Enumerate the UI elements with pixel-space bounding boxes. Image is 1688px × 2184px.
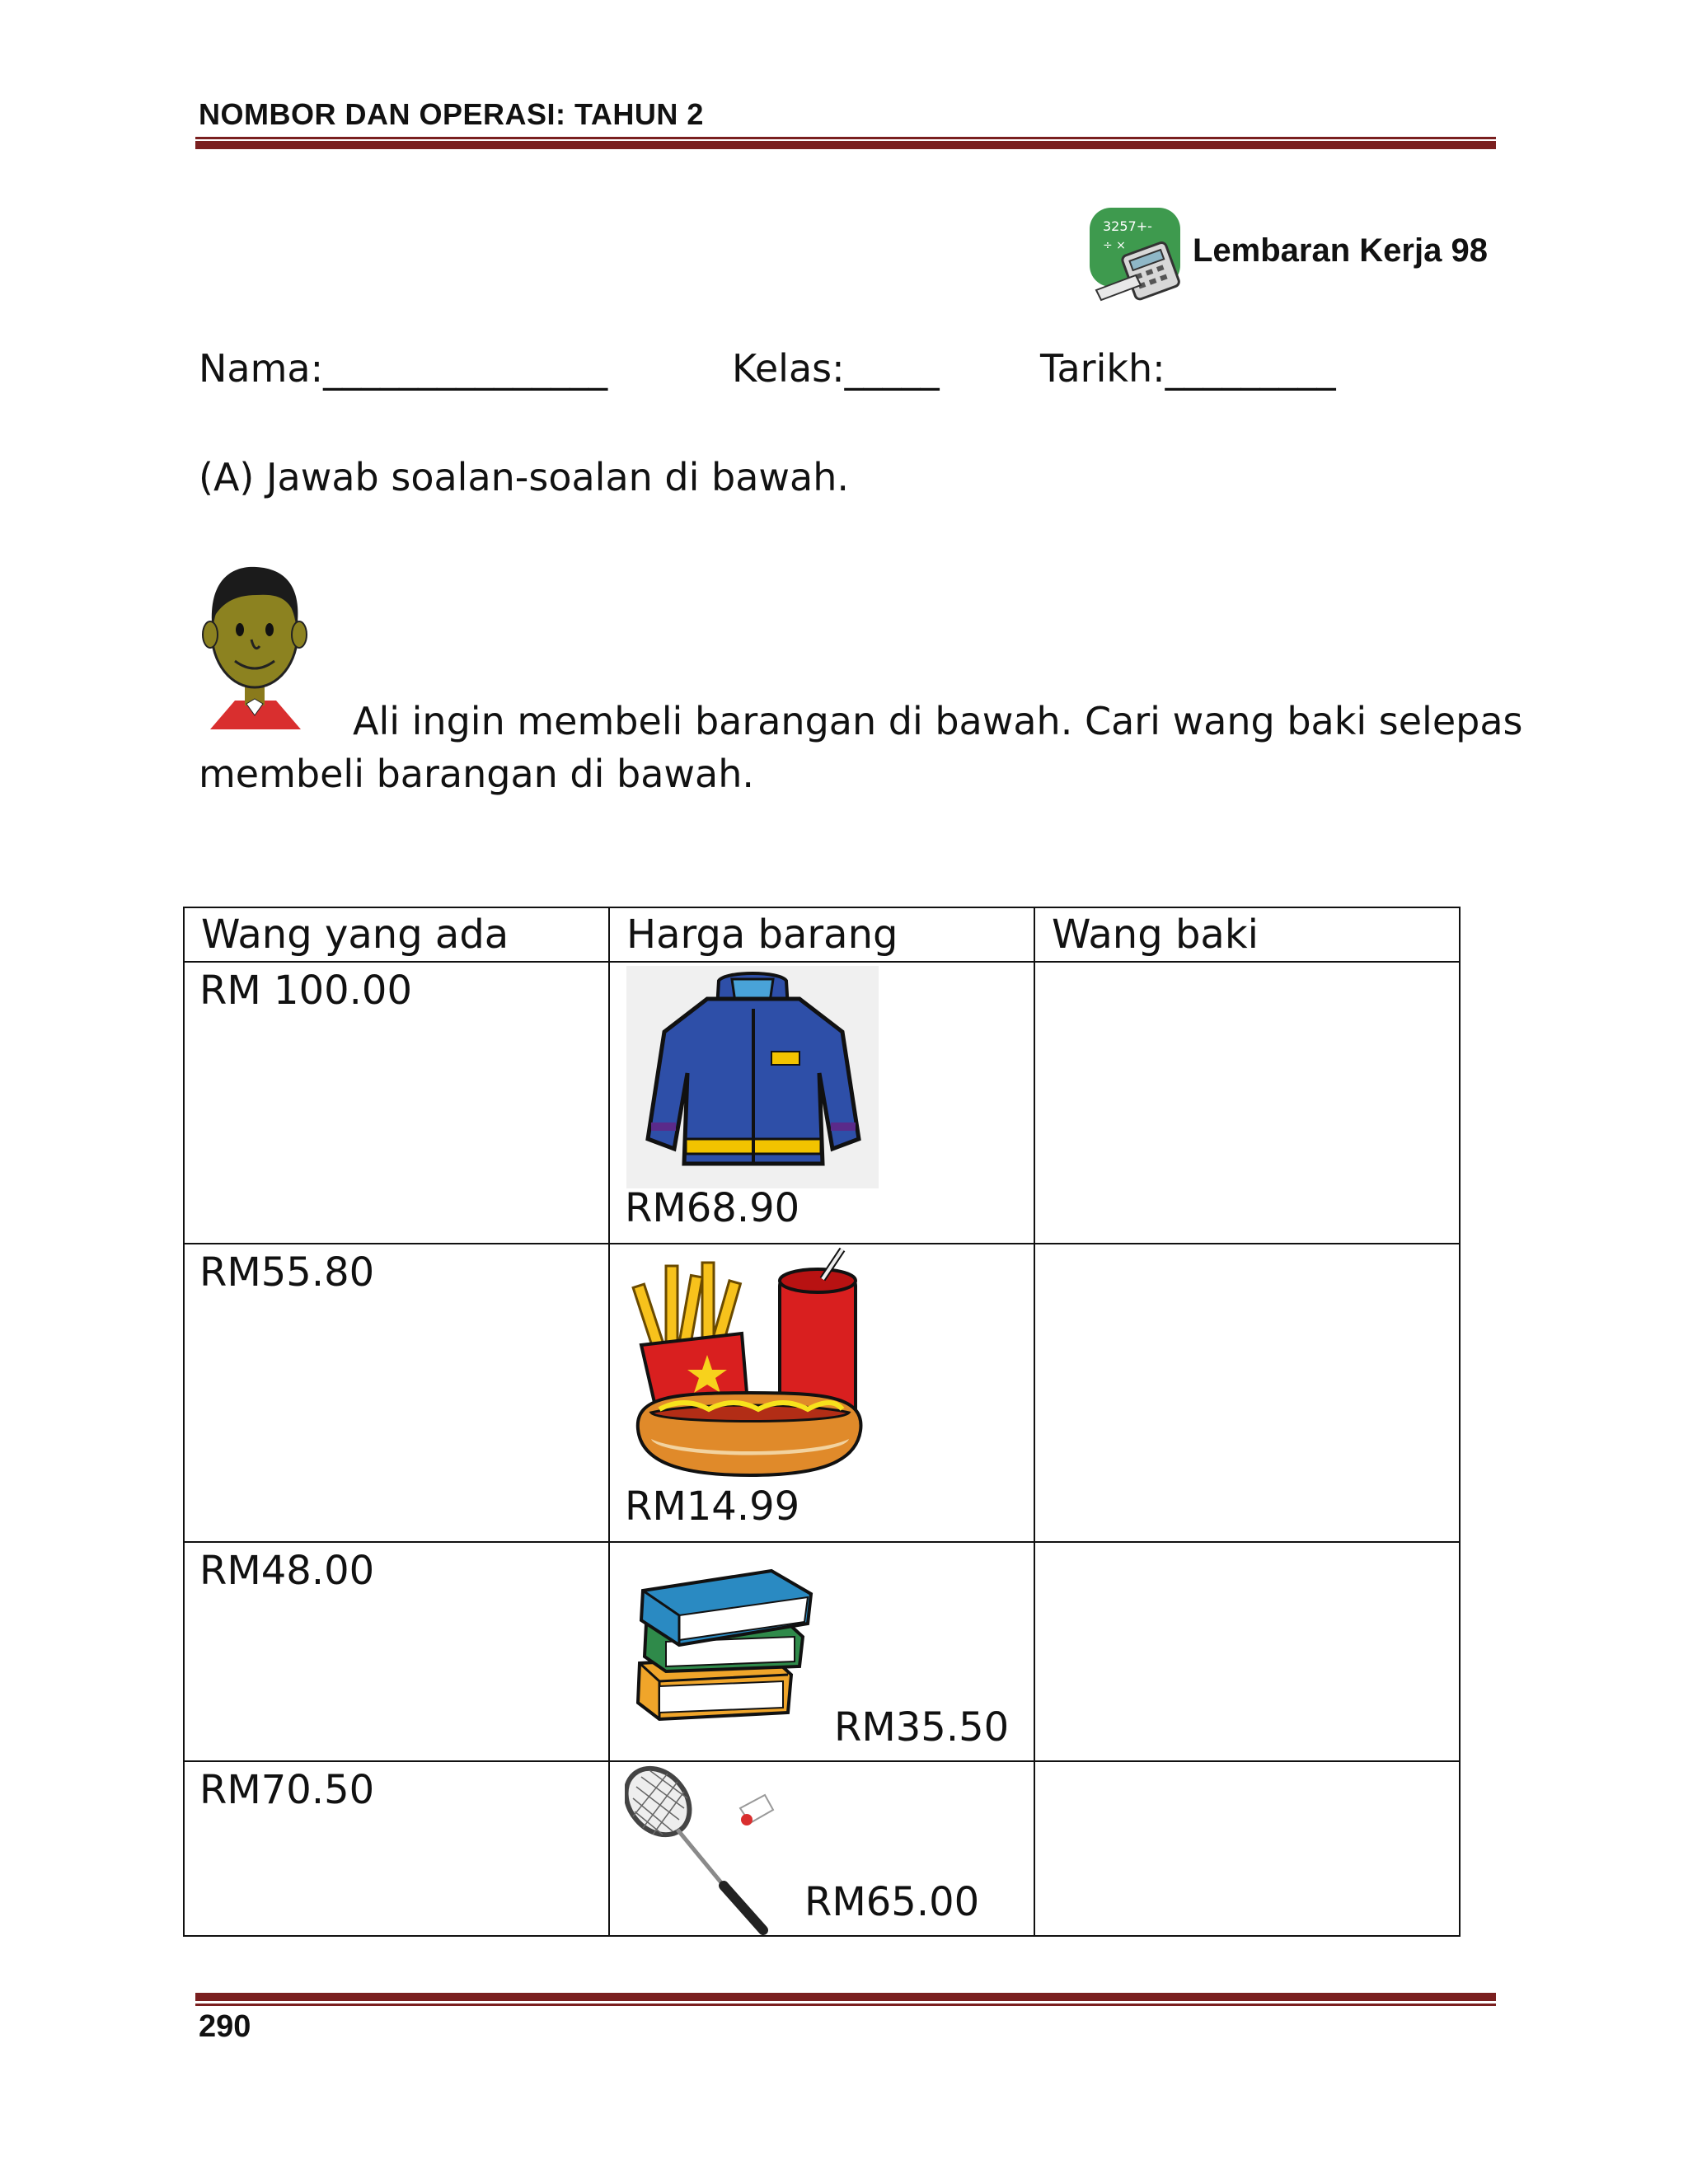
boy-avatar-icon	[202, 560, 309, 733]
price-value: RM68.90	[625, 1185, 800, 1231]
money-cell	[184, 1244, 609, 1542]
page-header-title: NOMBOR DAN OPERASI: TAHUN 2	[199, 97, 704, 131]
balance-cell[interactable]	[1034, 962, 1460, 1244]
money-cell	[184, 1542, 609, 1761]
svg-text:3257+-: 3257+-	[1103, 218, 1152, 234]
footer-rule-thick	[195, 1993, 1496, 2001]
price-cell	[609, 962, 1034, 1244]
books-icon	[626, 1566, 832, 1722]
table-row	[184, 1244, 1460, 1542]
worksheet-label: Lembaran Kerja 98	[1193, 232, 1488, 269]
column-header-money: Wang yang ada	[184, 907, 609, 962]
date-field[interactable]: Tarikh:_________	[1040, 346, 1336, 391]
worksheet-table	[183, 907, 1461, 1937]
question-line-2: membeli barangan di bawah.	[199, 752, 754, 796]
instruction-text: (A) Jawab soalan-soalan di bawah.	[199, 455, 850, 499]
balance-cell[interactable]	[1034, 1761, 1460, 1936]
price-cell	[609, 1244, 1034, 1542]
money-value: RM48.00	[199, 1548, 375, 1594]
calculator-logo-icon	[1086, 204, 1190, 307]
svg-text:÷ ×: ÷ ×	[1103, 239, 1126, 252]
page-number: 290	[199, 2009, 251, 2044]
jacket-icon	[626, 966, 879, 1188]
table-row	[184, 1761, 1460, 1936]
header-rule-thin	[195, 137, 1496, 139]
badminton-racket-icon	[625, 1762, 790, 1935]
price-value: RM14.99	[625, 1483, 800, 1530]
table-header-row	[184, 907, 1460, 962]
fast-food-icon	[626, 1248, 874, 1495]
column-header-balance: Wang baki	[1034, 907, 1460, 962]
price-cell	[609, 1761, 1034, 1936]
price-value: RM65.00	[804, 1879, 980, 1925]
balance-cell[interactable]	[1034, 1542, 1460, 1761]
table-row	[184, 962, 1460, 1244]
table-row	[184, 1542, 1460, 1761]
money-value: RM 100.00	[199, 968, 412, 1014]
money-cell	[184, 962, 609, 1244]
name-field[interactable]: Nama:_______________	[199, 346, 608, 391]
column-header-price: Harga barang	[609, 907, 1034, 962]
header-rule-thick	[195, 141, 1496, 149]
price-value: RM35.50	[834, 1704, 1010, 1750]
money-cell	[184, 1761, 609, 1936]
money-value: RM70.50	[199, 1767, 375, 1813]
footer-rule-thin	[195, 2004, 1496, 2006]
balance-cell[interactable]	[1034, 1244, 1460, 1542]
price-cell	[609, 1542, 1034, 1761]
class-field[interactable]: Kelas:_____	[732, 346, 940, 391]
money-value: RM55.80	[199, 1249, 375, 1296]
question-line-1: Ali ingin membeli barangan di bawah. Cari wang baki selepas	[353, 699, 1523, 743]
